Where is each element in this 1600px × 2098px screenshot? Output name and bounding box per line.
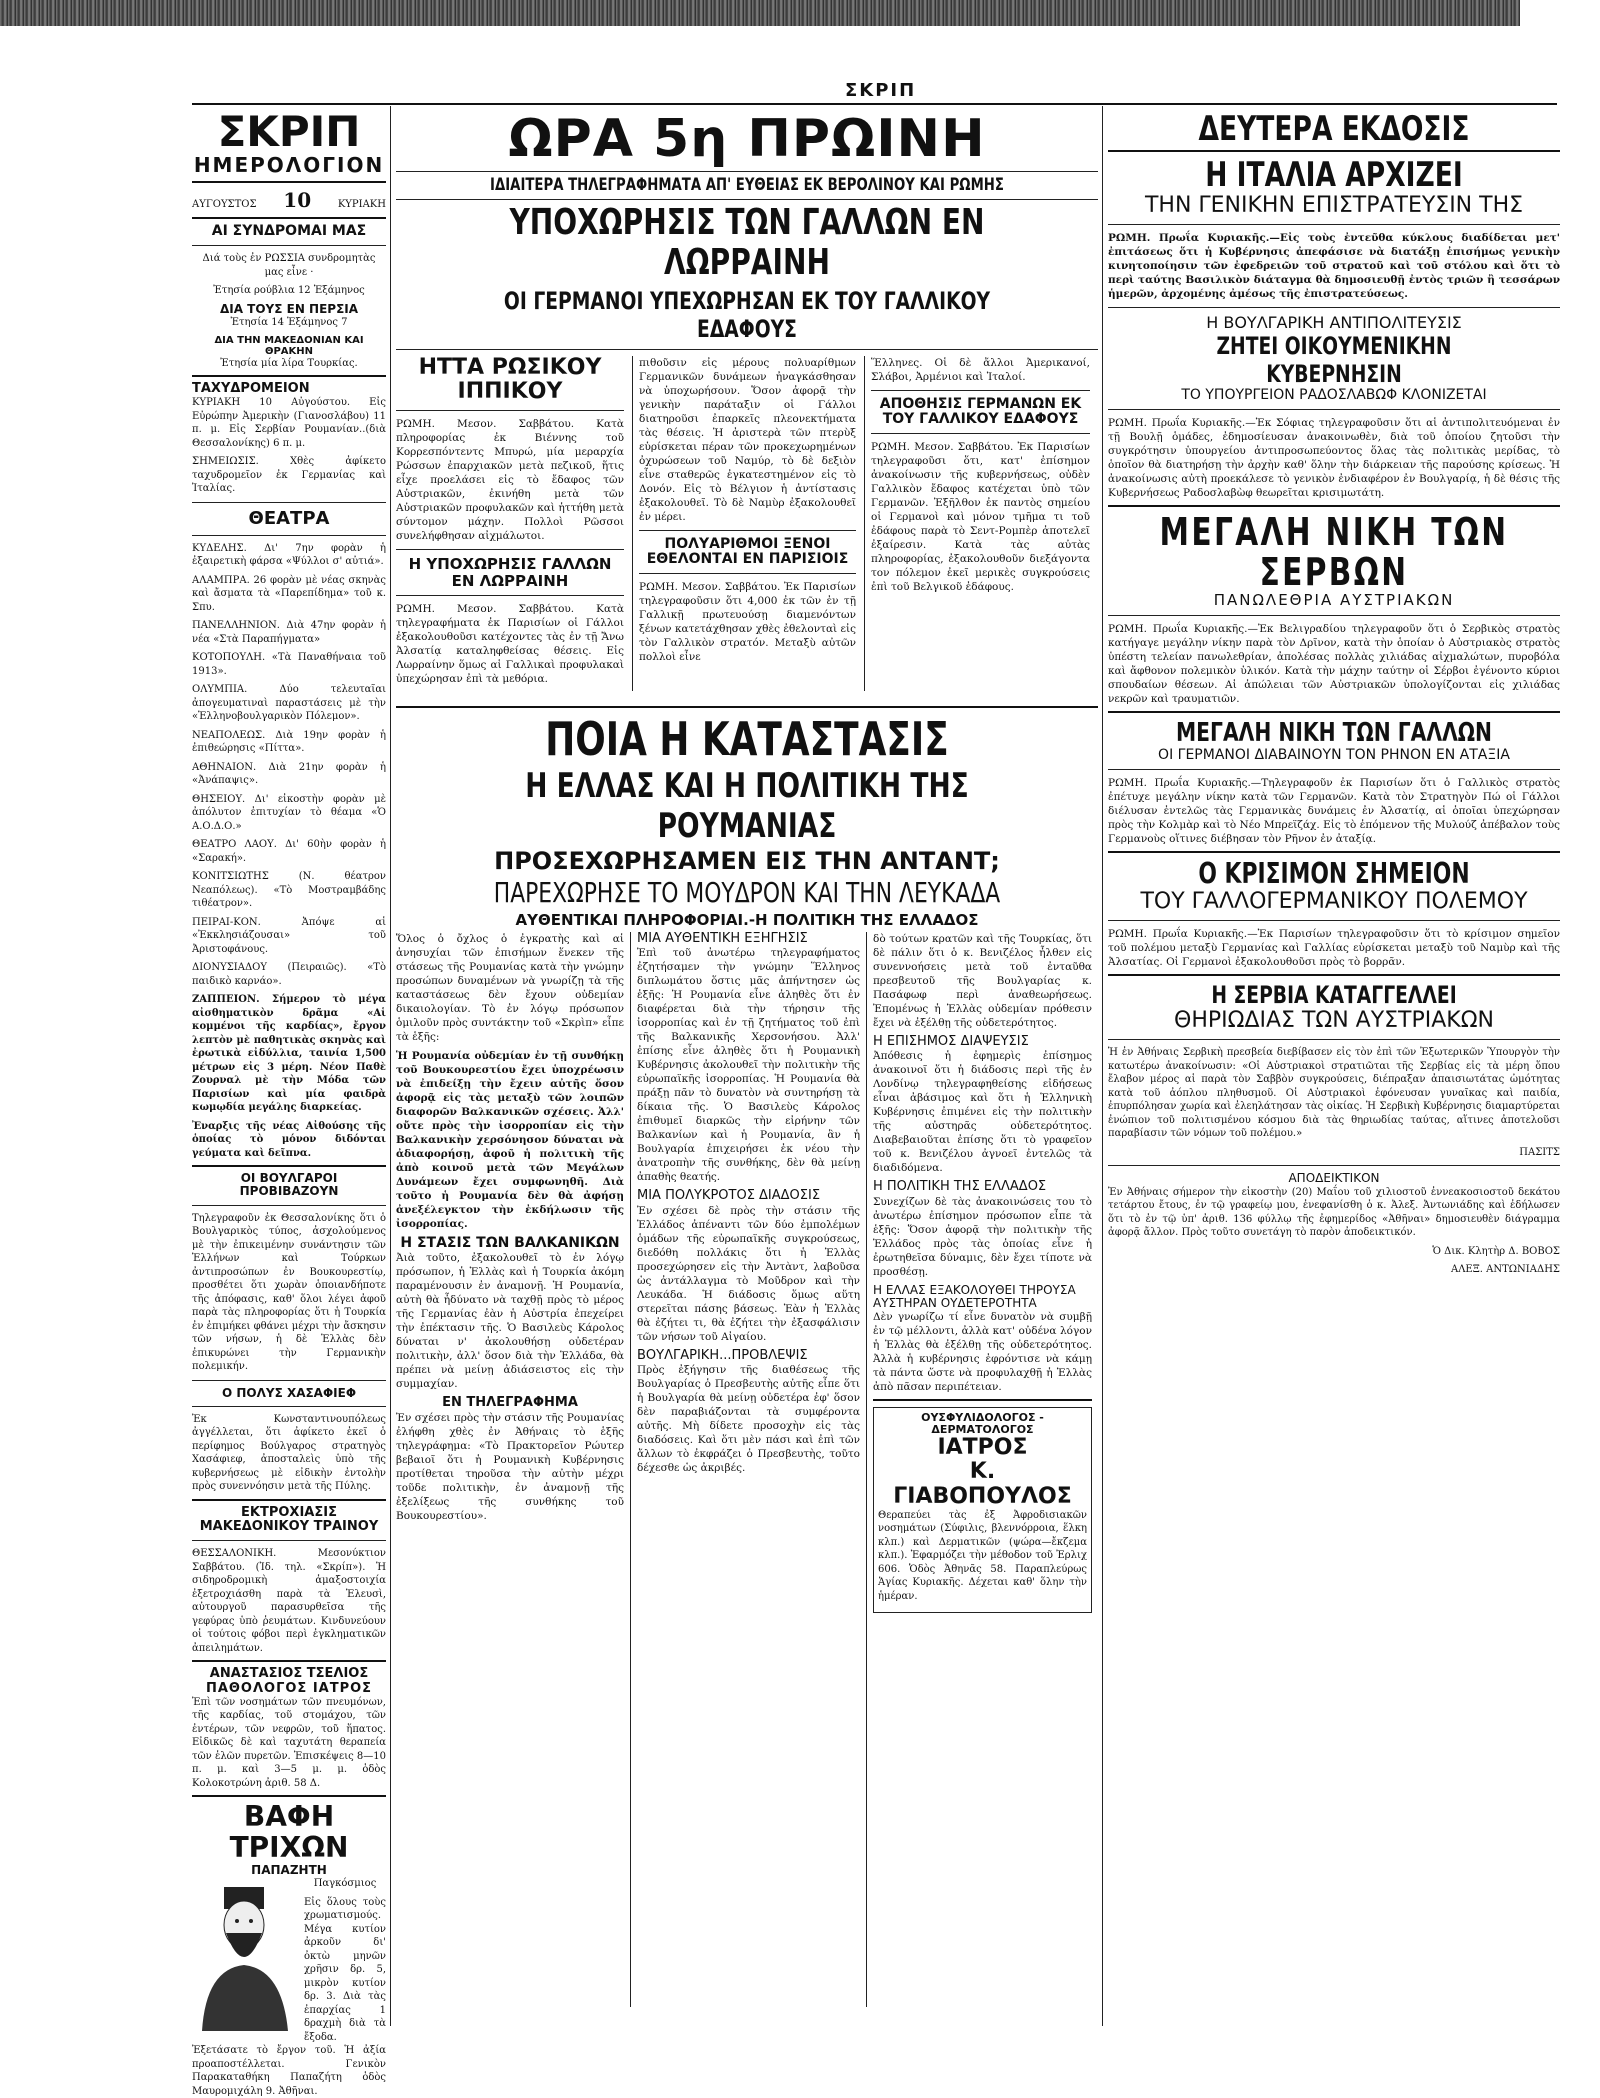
doctor2-title: ΟΥΣΦΥΛΙΔΟΛΟΓΟΣ - ΔΕΡΜΑΤΟΛΟΓΟΣ [921, 1410, 1044, 1437]
subs-p2: ΔΙΑ ΤΟΥΣ ΕΝ ΠΕΡΣΙΑ [219, 301, 359, 316]
calendar-subtitle: ΗΜΕΡΟΛΟΓΙΟΝ [193, 153, 385, 177]
center-mid-headlines [396, 706, 1098, 928]
headline-authentic: ΑΥΘΕΝΤΙΚΑΙ ΠΛΗΡΟΦΟΡΙΑΙ.-Η ΠΟΛΙΤΙΚΗ ΤΗΣ ΕΛΛΑΔΟΣ [515, 911, 979, 929]
critical-point-headline: Ο ΚΡΙΣΙΜΟΝ ΣΗΜΕΙΟΝ [1198, 857, 1470, 891]
hasafief-heading: Ο ΠΟΛΥΣ ΧΑΣΑΦΙΕΦ [221, 1385, 357, 1400]
m1-text2: Ἡ Ρουμανία οὐδεμίαν ἐν τῇ συνθήκῃ τοῦ Βουκουρεστίου ἔχει ὑποχρέωσιν νὰ ἐπιδείξῃ τὴν ἔχειν αὐτῆς ὅσον ἀφορᾷ εἰς τὰς μεταξὺ τῶν λοιπῶν διαφορῶν Βαλκανικῶν σχέσεις. Ἀλλ' οὔτε πρὸς τὴν ἰσορροπίαν εἰς τὴν Βαλκανικὴν χερσόνησον δύναται νὰ ἀδιαφορήσῃ, ἀφοῦ ἡ πολιτικὴ τῆς ἀπὸ κοινοῦ μετὰ τῶν Μεγάλων Δυνάμεων ἔχει συμφωνηθῆ. Διὰ τοῦτο ἡ Ρουμανία δὲν θὰ ἀφήσῃ ἀνεξέλεγκτον τὴν ἐκδήλωσιν τῆς ἰσορροπίας. [396, 1050, 624, 1230]
theatre-item: ΠΑΝΕΛΛΗΝΙΟΝ. Διὰ 47ην φορὰν ἡ νέα «Στὰ Παραπήγματα» [192, 620, 386, 645]
subs-p3: ΔΙΑ ΤΗΝ ΜΑΚΕΔΟΝΙΑΝ ΚΑΙ ΘΡΑΚΗΝ [214, 334, 364, 357]
italy-headline: Η ΙΤΑΛΙΑ ΑΡΧΙΖΕΙ [1205, 155, 1463, 195]
calendar-title: ΣΚΡΙΠ [217, 107, 361, 156]
headline-romania: Η ΕΛΛΑΣ ΚΑΙ Η ΠΟΛΙΤΙΚΗ ΤΗΣ ΡΟΥΜΑΝΙΑΣ [525, 766, 969, 846]
post-text: ΚΥΡΙΑΚΗ 10 Αὐγούστου. Εἰς Εὐρώπην Ἀμερικὴν (Γιανοσλάβου) 11 π. μ. Εἰς Σερβίαν Ρουμανίαν..(διὰ Θεσσαλονίκης) 6 π. μ. [192, 397, 386, 449]
c3-text: Ἕλληνες. Οἱ δὲ ἄλλοι Ἀμερικανοί, Σλάβοι, Ἀρμένιοι καὶ Ἰταλοί. [871, 356, 1090, 383]
m3-heading: Η ΕΠΙΣΗΜΟΣ ΔΙΑΨΕΥΣΙΣ [873, 1034, 1029, 1049]
m3-text: δὸ τούτων κρατῶν καὶ τῆς Τουρκίας, ὅτι δὲ πάλιν ὅτι ὁ κ. Βενιζέλος ἦλθεν εἰς συνεννοήσεις μετὰ τοῦ ἐνταῦθα πρεσβευτοῦ τῆς Βουλγαρίας κ. Πασάφωφ περὶ ἀναθεωρήσεως. Ἐπομένως ἡ Ἑλλὰς οὐδεμίαν πρόθεσιν ἔχει νὰ ἐξέλθῃ τῆς οὐδετερότητος. [873, 933, 1092, 1029]
theatre-item: ΠΕΙΡΑΙ-ΚΟΝ. Ἀπόψε αἱ «Ἐκκλησιάζουσαι» τοῦ Ἀριστοφάνους. [192, 916, 386, 955]
theatre-item: ΔΙΟΝΥΣΙΑΔΟΥ (Πειραιῶς). «Τὸ παιδικὸ καρνάο». [192, 962, 386, 987]
column-divider-left [390, 106, 391, 2026]
theatre-item: ΟΛΥΜΠΙΑ. Δύο τελευταῖαι ἀπογευματιναὶ παραστάσεις μὲ τὴν «Ἑλληνοβουλγαρικὸν Πόλεμον». [192, 684, 386, 723]
c2-text: πιθοῦσιν εἰς μέρους πολυαρίθμων Γερμανικῶν δυνάμεων ἠναγκάσθησαν νὰ ὑποχωρήσουν. Ὅσον ἀφορᾷ τὴν γενικὴν παράταξιν οἱ Γάλλοι διατηροῦσι ἐπαρκεῖς πλεονεκτήματα τὰς θέσεις. Ἡ ἀριστερὰ τῶν πτερὺξ εὑρίσκεται πέραν τῶν προκεχωρημένων ὀχυρώσεων τοῦ Ναμύρ, τὸ δὲ δεξιὸν εἶνε σταθερῶς ἐγκατεστημένον εἰς τὸ Δονόν. Εἰς τὸ Βέλγιον ἡ ἀντίστασις ἐξακολουθεῖ. Τὸ δὲ Ναμὺρ ἐξακολουθεῖ ἐν μέρει. [639, 356, 856, 523]
headline-retreat: ΥΠΟΧΩΡΗΣΙΣ ΤΩΝ ΓΑΛΛΩΝ ΕΝ ΛΩΡΡΑΙΝΗ [509, 201, 985, 283]
m2-text: Ἐπὶ τοῦ ἀνωτέρω τηλεγραφήματος ἐζητήσαμεν τὴν γνώμην Ἕλληνος διπλωμάτου ὅστις μᾶς ἀπήντησεν ὡς ἑξῆς: Ἡ Ρουμανία εἶνε ἀληθὲς ὅτι ἐν διαφέρεται διὰ τὴν τήρησιν τῆς ἰσορροπίας καὶ ἐν τῇ ζητήματος τοῦ ἐπὶ τῆς Βαλκανικῆς Χερσονήσου. Ἀλλ' ἐπίσης εἶνε ἀληθὲς ὅτι ἡ Ρουμανικὴ Κυβέρνησις ἀκολουθεῖ τὴν πολιτικὴν τῆς εὐρωπαϊκῆς ἰσορροπίας. Ἡ Ρουμανία θὰ πράξῃ πᾶν τὸ δυνατὸν νὰ συντηρήσῃ τὰ δίκαια τῆς. Ὁ Βασιλεὺς Κάρολος ἐπιθυμεῖ διαρκῶς τὴν εἰρήνην τῶν Βαλκανίων καὶ ἡ Ρουμανία, ἂν ἡ Βουλγαρία ἐπιχειρήσει ἐκ νέου τὴν ἀνατροπὴν τῆς συνθήκης, δὲν θὰ μείνῃ ἀπαθὴς θεατής. [637, 947, 860, 1184]
italy-subhead: ΤΗΝ ΓΕΝΙΚΗΝ ΕΠΙΣΤΡΑΤΕΥΣΙΝ ΤΗΣ [1144, 193, 1524, 218]
center-col-3 [864, 356, 1090, 691]
masthead: ΣΚΡΙΠ [845, 80, 917, 101]
bulgar-opposition-subhead: ΖΗΤΕΙ ΟΙΚΟΥΜΕΝΙΚΗΝ ΚΥΒΕΡΝΗΣΙΝ [1216, 331, 1452, 388]
calendar-day: 10 [283, 188, 312, 212]
critical-point-text: ΡΩΜΗ. Πρωΐα Κυριακῆς.—Ἐκ Παρισίων τηλεγραφοῦσιν ὅτι τὸ κρίσιμον σημεῖον τοῦ πολέμου μεταξὺ Γερμανίας καὶ Γαλλίας εὑρίσκεται μεταξὺ τοῦ Ναμὺρ καὶ τῆς Ἀλσατίας. Οἱ Γερμανοὶ ἐξακολουθοῦσι πρὸς τὸ βορρᾶν. [1108, 928, 1560, 969]
masthead-rule [192, 103, 1557, 105]
theatre-item: ΘΕΑΤΡΟ ΛΑΟΥ. Δι' 60ὴν φορὰν ἡ «Σαρακή». [192, 839, 386, 864]
proof-sign2: ΑΛΕΞ. ΑΝΤΩΝΙΑΔΗΣ [1450, 1264, 1560, 1276]
c2-heading: ΠΟΛΥΑΡΙΘΜΟΙ ΞΕΝΟΙ ΕΘΕΛΟΝΤΑΙ ΕΝ ΠΑΡΙΣΙΟΙΣ [646, 535, 849, 568]
headline-entente: ΠΡΟΣΕΧΩΡΗΣΑΜΕΝ ΕΙΣ ΤΗΝ ΑΝΤΑΝΤ; [494, 847, 1000, 875]
bulgar-opposition-text: ΡΩΜΗ. Πρωΐα Κυριακῆς.—Ἐκ Σόφιας τηλεγραφοῦσιν ὅτι αἱ ἀντιπολιτευόμεναι ἐν τῇ Βουλῇ ὁμάδες, ἐδημοσίευσαν ἀνακοινωθὲν, διὰ τοῦ ὁποίου ζητοῦσι τὴν συγκρότησιν ὑπουργείου ἀντιπροσωπεύοντος ὅλας τὰς πολιτικὰς μερίδας, τὸ ὁποῖον θὰ διατηρήσῃ τὴν ἀρχὴν καθ' ὅλην τὴν διάρκειαν τῆς παρούσης κρίσεως. Ἡ ἀνακοίνωσις αὐτὴ προεκάλεσε τὸ γενικὸν ἐνδιαφέρον ἐν Βουλγαρίᾳ, ἡ δὲ θέσις τῆς Κυβερνήσεως Ραδοσλαβὼφ θεωρεῖται κρισιμωτάτη. [1108, 417, 1560, 500]
bulgars-text: Τηλεγραφοῦν ἐκ Θεσσαλονίκης ὅτι ὁ Βουλγαρικὸς τύπος, ἀσχολούμενος μὲ τὴν ἐπικειμένην συνάντησιν τῶν Ἑλλήνων καὶ Τούρκων ἀντιπροσώπων ἐν Βουκουρεστίῳ, προσθέτει ὅτι χωρὰν ὁποιανδήποτε τῆς ἀπόφασις, καθ' ὅλοι λέγει ἀφοῦ παρὰ τὰς πληροφορίας ὅτι ἡ Τουρκία ἐν ἐπιμήκει φθάνει μέχρι τὴν ἄσκησιν τῶν νήσων, ἡ δὲ Ἑλλὰς δὲν ἐπικυρώνει τὴν Γερμανικὴν πολεμικήν. [192, 1212, 386, 1373]
serbia-text: Ἡ ἐν Ἀθήναις Σερβικὴ πρεσβεία διεβίβασεν εἰς τὸν ἐπὶ τῶν Ἐξωτερικῶν Ὑπουργὸν τὴν κατωτέρω ἀνακοίνωσιν: «Οἱ Αὐστριακοὶ στρατιῶται τῆς Σερβίας εἰς τὰ μέρη ὅπου ἔλαβον μέρος αἱ παρὰ τὸν Σαββὸν συγκρούσεις, διέπραξαν ἀπαισιωτάτας ὠμότητας κατὰ τοῦ ἀόπλου πληθυσμοῦ. Οἱ Αὐστριακοὶ ἐφόνευσαν γυναῖκας καὶ παιδία, ἐπυρπόλησαν χωρία καὶ ἐλεηλάτησαν τὰς οἰκίας. Ἡ Σερβικὴ Κυβέρνησις διαμαρτύρεται ἐνώπιον τοῦ πολιτισμένου κόσμου διὰ τὰς θηριωδίας ταύτας, αἵτινες ἀποτελοῦσι παραβίασιν τῶν νόμων τοῦ πολέμου.» [1108, 1047, 1560, 1140]
m2-text3: Πρὸς ἐξήγησιν τῆς διαθέσεως τῆς Βουλγαρίας ὁ Πρεσβευτὴς αὐτῆς εἶπε ὅτι ἡ Βουλγαρία θὰ μείνῃ οὐδετέρα ἐφ' ὅσον δὲν παραβιάζονται τὰ συμφέροντα αὐτῆς. Μὴ δίδετε προσοχὴν εἰς τὰς διαδόσεις. Καὶ ὅτι μὲν πάσι καὶ ἐπὶ τῶν ἄλλων τὸ ἐκφράζει ὁ Πρεσβευτὴς, τοῦτο δέχεσθε ὡς ἀκριβές. [637, 1363, 860, 1474]
hair-ad-title: ΒΑΦΗ ΤΡΙΧΩΝ [229, 1800, 349, 1865]
radoslavov-subhead: ΤΟ ΥΠΟΥΡΓΕΙΟΝ ΡΑΔΟΣΛΑΒΩΦ ΚΛΟΝΙΖΕΤΑΙ [1181, 386, 1487, 403]
theatre-list [192, 542, 386, 1161]
center-col-2 [632, 356, 856, 691]
hair-ad-subtitle: ΠΑΠΑΖΗΤΗ [251, 1863, 327, 1878]
doctor-ad-text: Ἐπὶ τῶν νοσημάτων τῶν πνευμόνων, τῆς καρδίας, τοῦ στομάχου, τῶν ἐντέρων, τῶν νεφρῶν, τοῦ ἥπατος. Εἰδικῶς δὲ καὶ ταχυτάτη θεραπεία τῶν ἑλῶν πυρετῶν. Ἐπισκέψεις 8—10 π. μ. καὶ 3—5 μ. μ. ὁδὸς Κολοκοτρώνη ἀριθ. 58 Δ. [192, 1696, 386, 1789]
theatre-heading: ΘΕΑΤΡΑ [248, 507, 330, 529]
m2-column [630, 932, 860, 2007]
m3-text3: Συνεχίζων δὲ τὰς ἀνακοινώσεις του τὸ ἀνωτέρω ἐπίσημον πρόσωπον εἶπε τὰ ἑξῆς: Ὅσον ἀφορᾷ τὴν πολιτικὴν τῆς Ἑλλάδος πρὸς τὰς ὁποίας εἶνε ἡ ἐρωτηθεῖσα δύναμις, δὲν ἔχει τίποτε νὰ προσθέσῃ. [873, 1195, 1092, 1278]
theatre-item: ΑΛΑΜΠΡΑ. 26 φορὰν μὲ νέας σκηνὰς καὶ ἄσματα τὰ «Παρεπίδημα» τοῦ κ. Σπυ. [192, 574, 386, 613]
serbs-subhead: ΠΑΝΩΛΕΘΡΙΑ ΑΥΣΤΡΙΑΚΩΝ [1213, 591, 1455, 610]
theatre-item: Ἐναρξις τῆς νέας Αἰθούσης τῆς ὁποίας τὸ μόνον διδόνται γεύματα καὶ δεῖπνα. [192, 1120, 386, 1159]
doctor-ad-name: ΑΝΑΣΤΑΣΙΟΣ ΤΣΕΛΙΟΣ [209, 1666, 369, 1682]
theatre-item: ΚΟΝΙΤΣΙΩΤΗΣ (Ν. θέατρον Νεαπόλεως). «Τὸ Μοστραμβάδης τιθέατρον». [192, 871, 386, 910]
serbia-subhead: ΘΗΡΙΩΔΙΑΣ ΤΩΝ ΑΥΣΤΡΙΑΚΩΝ [1174, 1008, 1494, 1034]
m3-text2: Ἀπόθεσις ἡ ἐφημερὶς ἐπίσημος ἀνακοινοῖ ὅτι ἡ διάδοσις περὶ τῆς ἐν Λονδίνῳ τηλεγραφηθείσης εἰδήσεως εἶναι ἀβάσιμος καὶ ὅτι ἡ Ἑλληνικὴ Κυβέρνησις ἐπιμένει εἰς τὴν πολιτικὴν τῆς αὐστηρᾶς οὐδετερότητος. Διαβεβαιοῦται ἐπίσης ὅτι τὸ γραφεῖον τοῦ κ. Βενιζέλου ἀγνοεῖ ἐντελῶς τὰ διαδιδόμενα. [873, 1050, 1092, 1175]
headline-moudros: ΠΑΡΕΧΩΡΗΣΕ ΤΟ ΜΟΥΔΡΟΝ ΚΑΙ ΤΗΝ ΛΕΥΚΑΔΑ [493, 876, 1001, 909]
second-edition: ΔΕΥΤΕΡΑ ΕΚΔΟΣΙΣ [1108, 110, 1560, 152]
center-lower [396, 932, 1098, 2007]
doctor2-t: ΙΑΤΡΟΣ [937, 1435, 1028, 1461]
headline-subhead: ΙΔΙΑΙΤΕΡΑ ΤΗΛΕΓΡΑΦΗΜΑΤΑ ΑΠ' ΕΥΘΕΙΑΣ ΕΚ ΒΕΡΟΛΙΝΟΥ ΚΑΙ ΡΩΜΗΣ [396, 171, 1098, 200]
left-column [192, 107, 386, 2097]
critical-point-subhead: ΤΟΥ ΓΑΛΛΟΓΕΡΜΑΝΙΚΟΥ ΠΟΛΕΜΟΥ [1140, 889, 1528, 915]
calendar-date [192, 188, 386, 212]
subs-p1b: Ἐτησία ρούβλια 12 Ἑξάμηνος [213, 285, 365, 297]
bulgars-heading: ΟΙ ΒΟΥΛΓΑΡΟΙ ΠΡΟΒΙΒΑΖΟΥΝ [239, 1171, 339, 1199]
hair-ad-text: Εἰς ὅλους τοὺς χρωματισμούς. Μέγα κυτίον ἀρκοῦν δι' ὀκτὼ μηνῶν χρῆσιν δρ. 5, μικρὸν κυτίον δρ. 3. Διὰ τὰς ἐπαρχίας 1 δραχμὴ διὰ τὰ ἔξοδα. Ἐξετάσατε τὸ ἔργον τοῦ. Ἡ ἀξία προαποστέλλεται. Γενικὸν Παρακαταθήκη Παπαζήτη ὁδὸς Μαυρομιχάλη 9. Ἀθῆναι. [192, 1896, 386, 2097]
post-note: ΣΗΜΕΙΩΣΙΣ. Χθὲς ἀφίκετο ταχυδρομεῖον ἐκ Γερμανίας καὶ Ἰταλίας. [192, 456, 386, 495]
c1-heading: ΗΤΤΑ ΡΩΣΙΚΟΥ ΙΠΠΙΚΟΥ [418, 354, 602, 404]
c3-heading: ΑΠΟΘΗΣΙΣ ΓΕΡΜΑΝΩΝ ΕΚ ΤΟΥ ΓΑΛΛΙΚΟΥ ΕΔΑΦΟΥΣ [879, 395, 1082, 428]
m1-text4: Ἐν σχέσει πρὸς τὴν στάσιν τῆς Ρουμανίας ἐλήφθη χθὲς ἐν Ἀθήναις τὸ ἑξῆς τηλεγράφημα: «Τὸ Πρακτορεῖον Ρώυτερ βεβαιοῖ ὅτι ἡ Ρουμανικὴ Κυβέρνησις προτίθεται τηροῦσα τὴν αὐτὴν μέχρι τοῦδε πολιτικὴν, ἐν ἀναμονῇ τῆς ἐξελίξεως τῆς συνθήκης τοῦ Βουκουρεστίου». [396, 1411, 624, 1522]
proof-sign: Ὁ Δικ. Κλητὴρ Δ. ΒΟΒΟΣ [1432, 1245, 1560, 1257]
subs-p2b: Ἐτησία 14 Ἑξάμηνος 7 [230, 317, 348, 329]
theatre-item: ΖΑΠΠΕΙΟΝ. Σήμερον τὸ μέγα αἰσθηματικὸν δρᾶμα «Αἱ κομμένοι τῆς καρδίας», ἔργον λεπτὸν μὲ παθητικὰς σκηνὰς καὶ ἐρωτικὰ εἰδύλλια, ταινία 1,500 μέτρων εἰς 3 μέρη. Νέον Παθὲ Ζουρναλ μὲ τὴν Μόδα τῶν Παρισίων καὶ μία φαιδρὰ κωμῳδία μεγάλης διαρκείας. [192, 994, 386, 1114]
serbs-text: ΡΩΜΗ. Πρωΐα Κυριακῆς.—Ἐκ Βελιγραδίου τηλεγραφοῦν ὅτι ὁ Σερβικὸς στρατὸς κατήγαγε μεγάλην νίκην παρὰ τὸν Δρῖνον, κατὰ τὴν ὁποίαν ὁ Αὐστριακὸς στρατὸς ὑπέστη τελείαν πανωλεθρίαν, ἀπολέσας πολλὰς χιλιάδας αἰχμαλώτων, πυροβόλα καὶ ἄφθονον πολεμικὸν ὑλικόν. Κατὰ τὴν μάχην ταύτην οἱ Σέρβοι ἐγένοντο κύριοι σπουδαίων θέσεων. Αἱ ἀπώλειαι τῶν Αὐστριακῶν ὑπολογίζονται εἰς χιλιάδας νεκρῶν καὶ τραυματιῶν. [1108, 622, 1560, 705]
m1-text3: Ἀιὰ τοῦτο, ἐξακολουθεῖ τὸ ἐν λόγῳ πρόσωπον, ἡ Ἑλλὰς καὶ ἡ Τουρκία ἀκόμη παραμένουσιν ἐν ἀναμονῇ. Ἡ Ρουμανία, αὐτὴ θὰ ἦδύνατο νὰ ταχθῇ πρὸς τὸ μέρος τῆς Γερμανίας ἐὰν ἡ Αὐστρία ἐπεχείρει τὴν ἐπέκτασιν τῆς. Ὁ Βασιλεὺς Κάρολος δύναται ν' ἀκολουθήσῃ οὐδετέραν πολιτικὴν, ἀλλ' ὅσον διὰ τὴν Ἑλλάδα, θὰ πρέπει νὰ μείνῃ ἀδιάσειστος εἰς τὴν συμμαχίαν. [396, 1252, 624, 1391]
calendar-month: ΑΥΓΟΥΣΤΟΣ [192, 199, 257, 210]
hair-ad-tag: Παγκόσμιος [313, 1878, 377, 1890]
right-column [1108, 110, 1560, 2005]
italy-text: ΡΩΜΗ. Πρωΐα Κυριακῆς.—Εἰς τοὺς ἐντεῦθα κύκλους διαδίδεται μετ' ἐπιτάσεως ὅτι ἡ Κυβέρνησις ἀπεφάσισε νὰ διατάξῃ ἐπισήμως γενικὴν κινητοποίησιν τῶν ἐφεδρειῶν τοῦ στρατοῦ καὶ τοῦ στόλου καὶ ὅτι τὸ περὶ ταύτης Βασιλικὸν διάταγμα θὰ δημοσιευθῇ ἐντὸς τριῶν ἢ τεσσάρων ἡμερῶν, ἀρχομένης ἀμέσως τῆς ἐπιστρατεύσεως. [1108, 232, 1560, 301]
m1-text1: Ὅλος ὁ ὄχλος ὁ ἐγκρατὴς καὶ αἱ ἀνησυχίαι τῶν ἐπισήμων ἕνεκεν τῆς στάσεως τῆς Ρουμανίας κατὰ τὴν γνώμην προσώπων δυναμένων νὰ γνωρίζῃ τὰ τῆς καταστάσεως δὲν ἔχουν οὐδεμίαν δικαιολογίαν. Τὸ ἐν λόγῳ πρόσωπον ὁμιλοῦν πρὸς συντάκτην τοῦ «Σκρὶπ» εἶπε τὰ ἑξῆς: [396, 933, 624, 1043]
column-divider-right [1102, 106, 1103, 2026]
theatre-item: ΚΥΔΕΛΗΣ. Δι' 7ην φορὰν ἡ ἐξαιρετικὴ φάρσα «Ψύλλοι σ' αὐτιά». [192, 542, 386, 568]
gauls-subhead: ΟΙ ΓΕΡΜΑΝΟΙ ΔΙΑΒΑΙΝΟΥΝ ΤΟΝ ΡΗΝΟΝ ΕΝ ΑΤΑΞΙΑ [1158, 746, 1510, 763]
headline-main: ΩΡΑ 5η ΠΡΩΙΝΗ [508, 109, 986, 169]
center-top [396, 110, 1098, 700]
derail-heading: ΕΚΤΡΟΧΙΑΣΙΣ ΜΑΚΕΔΟΝΙΚΟΥ ΤΡΑΙΝΟΥ [199, 1504, 379, 1535]
subs-p1: Διά τοὺς ἐν ΡΩΣΣΙΑ συνδρομητὰς μας εἶνε · [202, 253, 376, 278]
m3-heading2: Η ΠΟΛΙΤΙΚΗ ΤΗΣ ΕΛΛΑΔΟΣ [873, 1179, 1047, 1195]
derail-text: ΘΕΣΣΑΛΟΝΙΚΗ. Μεσονύκτιον Σαββάτου. (Ἰδ. τηλ. «Σκρίπ»). Ἡ σιδηροδρομικὴ ἁμαξοστοιχία ἐξετροχιάσθη παρὰ τὰ Ἑλευσὶ, αὐτουργοῦ παρασυρθεῖσα τῆς γεφύρας ὑπὸ ῥευμάτων. Κινδυνεύουν οἱ τούτοις φόβοι περὶ ἐγκληματικῶν ἀπειλημάτων. [192, 1548, 386, 1654]
doctor2-name: Κ. ΓΙΑΒΟΠΟΥΛΟΣ [893, 1459, 1072, 1509]
m2-heading: ΜΙΑ ΑΥΘΕΝΤΙΚΗ ΕΞΗΓΗΣΙΣ [637, 931, 808, 946]
proof-text: Ἐν Ἀθήναις σήμερον τὴν εἰκοστὴν (20) Μαΐου τοῦ χιλιοστοῦ ἐννεακοσιοστοῦ δεκάτου τετάρτου ἔτους, ἐν τῷ γραφείῳ μου, ἐνεφανίσθη ὁ κ. Ἀλεξ. Ἀντωνιάδης καὶ ἐδήλωσεν ὅτι τὸ ἐν τῷ ὑπ' ἀριθ. 136 φύλλῳ τῆς ἐφημερίδος «Ἀθῆναι» δημοσιευθὲν διάγραμμα ἀφορᾷ ἄλλον. Πρὸς τοῦτο συνετάγη τὸ παρὸν ἀποδεικτικόν. [1108, 1186, 1560, 1239]
center-top-columns [396, 356, 1098, 691]
headline-germans: ΟΙ ΓΕΡΜΑΝΟΙ ΥΠΕΧΩΡΗΣΑΝ ΕΚ ΤΟΥ ΓΑΛΛΙΚΟΥ ΕΔΑΦΟΥΣ [503, 286, 991, 343]
subs-heading: ΑΙ ΣΥΝΔΡΟΜΑΙ ΜΑΣ [211, 223, 367, 239]
proof-heading: ΑΠΟΔΕΙΚΤΙΚΟΝ [1288, 1171, 1380, 1186]
theatre-item: ΝΕΑΠΟΛΕΩΣ. Διὰ 19ην φορὰν ἡ ἐπιθεώρησις «Πίττα». [192, 729, 386, 755]
m3-heading3: Η ΕΛΛΑΣ ΕΞΑΚΟΛΟΥΘΕΙ ΤΗΡΟΥΣΑ ΑΥΣΤΗΡΑΝ ΟΥΔΕΤΕΡΟΤΗΤΑ [873, 1282, 1076, 1310]
m3-column [866, 932, 1092, 2007]
center-col-1 [396, 356, 624, 691]
top-border-strip [0, 0, 1600, 26]
m1-heading: Η ΣΤΑΣΙΣ ΤΩΝ ΒΑΛΚΑΝΙΚΩΝ [400, 1235, 620, 1251]
hasafief-text: Ἐκ Κωνσταντινουπόλεως ἀγγέλλεται, ὅτι ἀφίκετο ἐκεῖ ὁ περίφημος Βούλγαρος στρατηγὸς Χασάφιεφ, ἀποσταλεὶς ὑπὸ τῆς κυβερνήσεως μὲ εἰδικὴν ἐντολὴν πρὸς συνεννόησιν μετὰ τῆς Πύλης. [192, 1413, 386, 1493]
theatre-item: ΘΗΣΕΙΟΥ. Δι' εἰκοστὴν φορὰν μὲ ἀπόλυτον ἐπιτυχίαν τὸ θέαμα «Ὁ Α.Ο.Δ.Ο.» [192, 793, 386, 832]
bulgar-opposition-headline: Η ΒΟΥΛΓΑΡΙΚΗ ΑΝΤΙΠΟΛΙΤΕΥΣΙΣ [1206, 313, 1462, 333]
post-heading: ΤΑΧΥΔΡΟΜΕΙΟΝ [192, 381, 310, 397]
theatre-item: ΑΘΗΝΑΙΟΝ. Διὰ 21ην φορὰν ἡ «Ἀνάπαψις». [192, 761, 386, 787]
serbia-sign: ΠΑΣΙΤΣ [1519, 1146, 1560, 1158]
m1-heading2: ΕΝ ΤΗΛΕΓΡΑΦΗΜΑ [442, 1395, 578, 1411]
gauls-headline: ΜΕΓΑΛΗ ΝΙΚΗ ΤΩΝ ΓΑΛΛΩΝ [1176, 717, 1492, 748]
doctor2-text: Θεραπεύει τὰς ἐξ Ἀφροδισιακῶν νοσημάτων (Σύφιλις, βλεννόρροια, ἕλκη κλπ.) καὶ Δερματικῶν (ψώρα—ἔκζεμα κλπ.). Ἐφαρμόζει τὴν μέθοδον τοῦ Ἐρλιχ 606. Ὁδὸς Ἀθηνᾶς 58. Παραπλεύρως Ἁγίας Κυριακῆς. Δέχεται καθ' ὅλην τὴν ἡμέραν. [878, 1509, 1087, 1602]
m1-column [396, 932, 624, 2007]
doctor-ad-title: ΠΑΘΟΛΟΓΟΣ ΙΑΤΡΟΣ [205, 1680, 373, 1696]
gauls-text: ΡΩΜΗ. Πρωΐα Κυριακῆς.—Τηλεγραφοῦν ἐκ Παρισίων ὅτι ὁ Γαλλικὸς στρατὸς ἐπέτυχε μεγάλην νίκην κατὰ τῶν Γερμανῶν. Κατὰ τὸν Στρατηγὸν Πώ οἱ Γάλλοι διέλυσαν ἐντελῶς τὰς Γερμανικὰς δυνάμεις ἐν Ἀλσατίᾳ, αἱ ὁποῖαι ὑπεχώρησαν πρὸς τὴν Κολμὰρ καὶ τὸ Νέο Μπρεϊζάχ. Εἰς τὸ ἐπόμενον τῆς Μυλούζ ἀπέβαλον τοὺς Γερμανοὺς οἵτινες διέβησαν τὸν Ρῆνον ἐν ἀταξίᾳ. [1108, 777, 1560, 846]
c2-text2: ΡΩΜΗ. Μεσον. Σαββάτου. Ἐκ Παρισίων τηλεγραφοῦσιν ὅτι 4,000 ἐκ τῶν ἐν τῇ Γαλλικῇ πρωτευούσῃ διαμενόντων ξένων κατετάχθησαν χθὲς ἐθελονταὶ εἰς τὸν Γαλλικὸν στρατόν. Μεταξὺ αὐτῶν πολλοὶ εἶνε [639, 581, 856, 664]
serbia-headline: Η ΣΕΡΒΙΑ ΚΑΤΑΓΓΕΛΛΕΙ [1211, 981, 1457, 1010]
m2-text2: Ἐν σχέσει δὲ πρὸς τὴν στάσιν τῆς Ἑλλάδος ἀπέναντι τῶν δύο ἐμπολέμων ὁμάδων τῆς εὐρωπαϊκῆς συγκρούσεως, διεδόθη πολλάκις ὅτι ἡ Ἑλλὰς προσεχώρησεν εἰς τὴν Ἀντὰντ, λαβοῦσα ὡς ἀντάλλαγμα τὸ Μοῦδρον καὶ τὴν Λευκάδα. Ἡ διάδοσις ὅμως αὕτη στερεῖται πάσης βάσεως. Ἐὰν ἡ Ἑλλὰς θὰ ἐζήτει τι, θὰ ἐζήτει τὴν ἐξασφάλισιν τῶν νήσων τοῦ Αἰγαίου. [637, 1204, 860, 1343]
serbs-headline: ΜΕΓΑΛΗ ΝΙΚΗ ΤΩΝ ΣΕΡΒΩΝ [1159, 510, 1509, 595]
doctor2-ad [873, 1407, 1092, 1613]
theatre-item: ΚΟΤΟΠΟΥΛΗ. «Τὰ Παναθήναια τοῦ 1913». [192, 652, 386, 677]
m2-heading3: ΒΟΥΛΓΑΡΙΚΗ...ΠΡΟΒΛΕΨΙΣ [637, 1347, 808, 1363]
subs-p3b: Ἐτησία μία λίρα Τουρκίας. [220, 357, 358, 369]
c3-text2: ΡΩΜΗ. Μεσον. Σαββάτου. Ἐκ Παρισίων τηλεγραφοῦσι ὅτι, κατ' ἐπίσημον ἀνακοίνωσιν τῆς κυβερνήσεως, οὐδὲν Γαλλικὸν ἔδαφος κατέχεται ὑπὸ τῶν Γερμανῶν. Ἐξῆλθον ἐκ παντὸς σημείου οἱ Γερμανοὶ καὶ μόνον τμῆμα τι τοῦ ἐδάφους παρὰ τὸ Σεντ-Ρομπὲρ ἀποτελεῖ ἐξαίρεσιν. Κατὰ τὰς αὐτὰς πληροφορίας, ἐξακολουθοῦν διεξάγοντα τον πόλεμον ἐκεῖ μερικὲς συγκρούσεις ἐπὶ τοῦ Βελγικοῦ ἐδάφους. [871, 441, 1090, 594]
c1-text: ΡΩΜΗ. Μεσον. Σαββάτου. Κατὰ πληροφορίας ἐκ Βιέννης τοῦ Κορρεσπόντεντς Μπυρώ, μία μεραρχία Ρώσσων ἐπαρχιακῶν μετὰ πεζικοῦ, ἥτις εἶχε προελάσει εἰς τὸ ἔδαφος τῶν Αὐστριακῶν, ἐκινήθη μετὰ τῶν Αὐστριακῶν προφυλακῶν καὶ ἡττήθη μετὰ σύντομον μάχην. Πολλοὶ Ρῶσσοι συνελήφθησαν αἰχμάλωτοι. [396, 418, 624, 543]
m3-text4: Δὲν γνωρίζω τί εἶνε δυνατὸν νὰ συμβῇ ἐν τῷ μέλλοντι, ἀλλὰ κατ' οὐδένα λόγον ἡ Ἑλλὰς θὰ ἐξέλθῃ τῆς οὐδετερότητος. Ἀλλὰ ἡ κυβέρνησις ἐφρόντισε νὰ κάμῃ τὰ πάντα ὥστε νὰ προφυλαχθῇ ἡ Ἑλλὰς ἀπὸ πᾶσαν περιπέτειαν. [873, 1310, 1092, 1393]
calendar-weekday: ΚΥΡΙΑΚΗ [337, 199, 386, 210]
m2-heading2: ΜΙΑ ΠΟΛΥΚΡΟΤΟΣ ΔΙΑΔΟΣΙΣ [637, 1188, 821, 1204]
headline-situation: ΠΟΙΑ Η ΚΑΤΑΣΤΑΣΙΣ [545, 712, 949, 766]
c1-heading2: Η ΥΠΟΧΩΡΗΣΙΣ ΓΑΛΛΩΝ ΕΝ ΛΩΡΡΑΙΝΗ [408, 555, 612, 590]
man-portrait-icon [192, 1881, 296, 2031]
c1-text2: ΡΩΜΗ. Μεσον. Σαββάτου. Κατὰ τηλεγραφήματα ἐκ Παρισίων οἱ Γάλλοι ἐξακολουθοῦσι κατέχοντες τὰς ἐν τῇ Ἄνω Ἀλσατίᾳ καταληφθείσας θέσεις. Εἰς Λωρραίνην ὅμως αἱ Γαλλικαὶ προφυλακαὶ ὑπεχώρησαν ἐπὶ τὰ μεθόρια. [396, 603, 624, 686]
